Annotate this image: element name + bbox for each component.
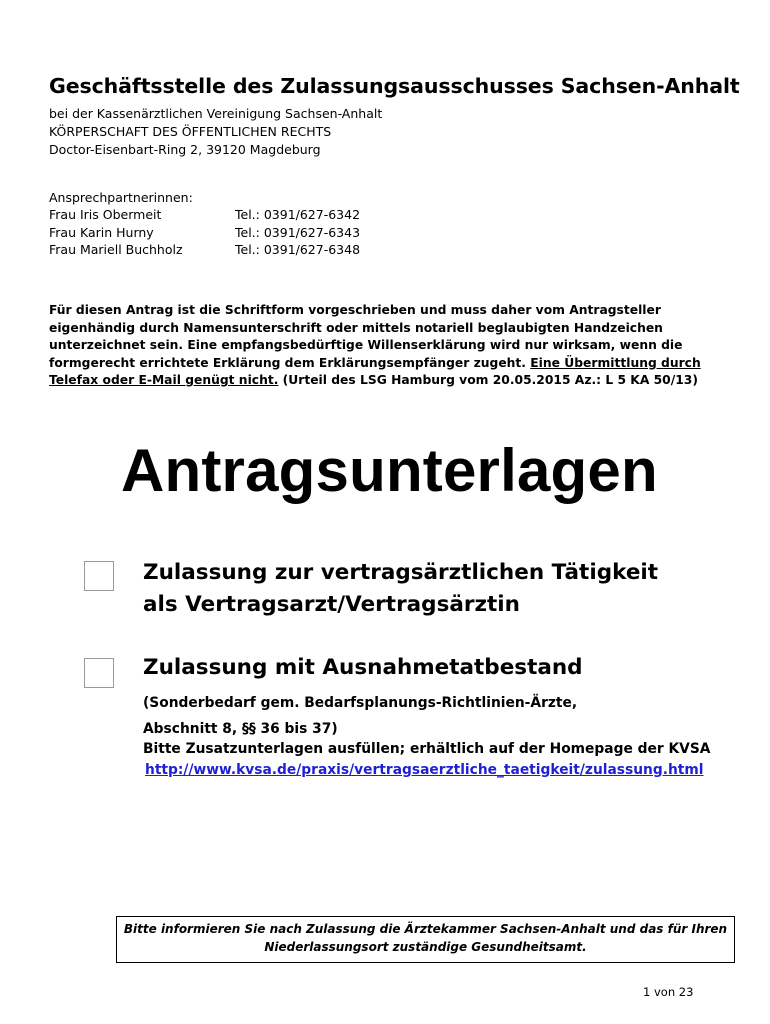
notice-citation: (Urteil des LSG Hamburg vom 20.05.2015 Az.: L 5 KA 50/13) <box>282 373 698 387</box>
option-standard-admission-line2: als Vertragsarzt/Vertragsärztin <box>143 592 520 617</box>
contact-name: Frau Iris Obermeit <box>49 207 162 222</box>
special-need-reference: (Sonderbedarf gem. Bedarfsplanungs-Richtlinien-Ärzte, <box>143 695 578 711</box>
contacts-heading: Ansprechpartnerinnen: <box>49 190 193 205</box>
option-standard-admission-line1: Zulassung zur vertragsärztlichen Tätigkeit <box>143 560 659 585</box>
legal-notice <box>49 302 739 390</box>
contact-name: Frau Karin Hurny <box>49 225 154 240</box>
notice-text: Für diesen Antrag ist die Schriftform vorgeschrieben und muss daher vom Antragsteller eigenhändig durch Namensunterschrift oder mittels notariell beglaubigten Handzeichen unterzeichnet sein. Eine empfangsbedürftige Willenserklärung wird nur wirksam, wenn die formgerecht errichtete Erklärung dem Erklärungsempfänger zugeht. <box>49 303 683 370</box>
kvsa-admission-link[interactable]: http://www.kvsa.de/praxis/vertragsaerztliche_taetigkeit/zulassung.html <box>145 762 704 778</box>
contact-phone: Tel.: 0391/627-6348 <box>235 242 361 257</box>
section-reference: Abschnitt 8, §§ 36 bis 37) <box>143 721 338 737</box>
info-box-line1: Bitte informieren Sie nach Zulassung die Ärztekammer Sachsen-Anhalt und das für Ihren <box>123 922 728 936</box>
page-number: 1 von 23 <box>643 985 694 999</box>
office-title: Geschäftsstelle des Zulassungsausschusses Sachsen-Anhalt <box>49 74 740 98</box>
additional-documents-note: Bitte Zusatzunterlagen ausfüllen; erhältlich auf der Homepage der KVSA <box>143 741 711 757</box>
info-box <box>116 916 735 963</box>
address-line: Doctor-Eisenbart-Ring 2, 39120 Magdeburg <box>49 142 321 157</box>
notice-fax-email-warning: Eine Übermittlung durch Telefax oder E-Mail genügt nicht. <box>49 355 701 387</box>
info-box-line2: Niederlassungsort zuständige Gesundheitsamt. <box>264 939 587 954</box>
contact-phone: Tel.: 0391/627-6342 <box>235 207 361 222</box>
association-line: bei der Kassenärztlichen Vereinigung Sachsen-Anhalt <box>49 106 383 121</box>
option-standard-admission-checkbox[interactable] <box>84 561 114 591</box>
option-exceptional-admission-title: Zulassung mit Ausnahmetatbestand <box>143 655 583 680</box>
option-exceptional-admission-checkbox[interactable] <box>84 658 114 688</box>
legal-status-line: KÖRPERSCHAFT DES ÖFFENTLICHEN RECHTS <box>49 124 332 139</box>
contact-name: Frau Mariell Buchholz <box>49 242 183 257</box>
contact-phone: Tel.: 0391/627-6343 <box>235 225 361 240</box>
page-title: Antragsunterlagen <box>121 437 658 504</box>
